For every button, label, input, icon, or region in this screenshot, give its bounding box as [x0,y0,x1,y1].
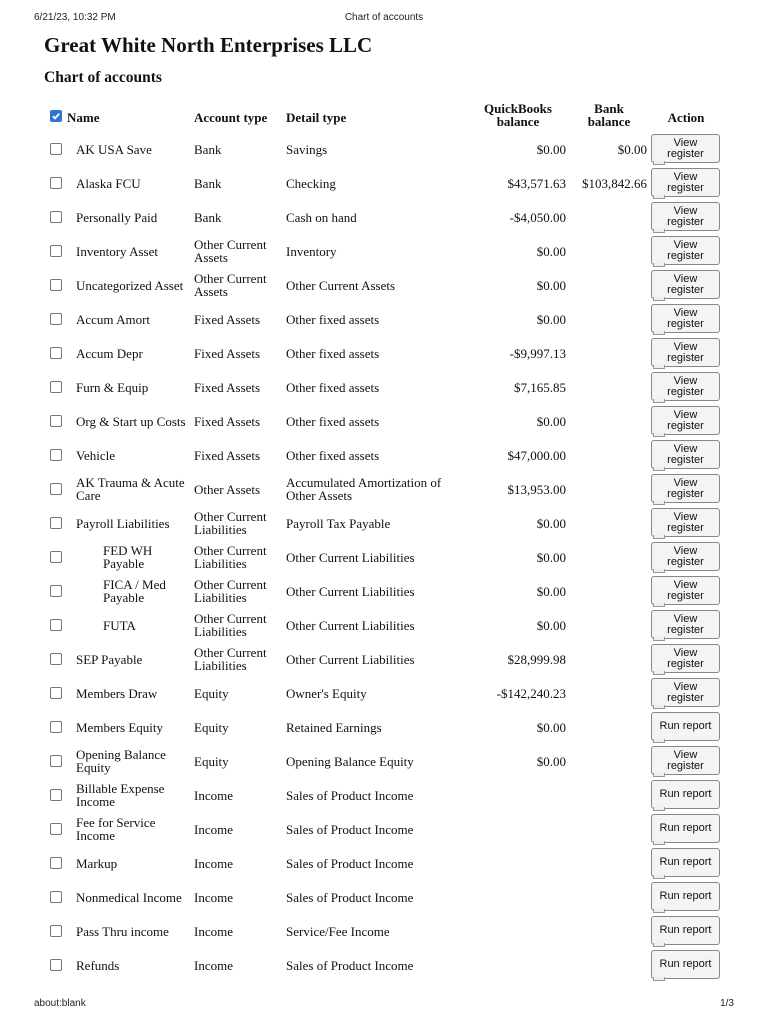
account-name[interactable]: FED WH Payable [103,543,153,571]
bank-balance [566,744,647,778]
bank-balance: $0.00 [617,141,647,157]
account-name[interactable]: AK Trauma & Acute Care [76,475,185,503]
row-action-button[interactable]: View register [651,134,720,163]
bank-balance [566,574,647,608]
account-type: Other Assets [194,481,261,497]
detail-type: Other Current Liabilities [286,617,415,633]
account-type: Fixed Assets [194,379,261,395]
row-action-button[interactable]: Run report [651,712,720,741]
bank-balance [566,404,647,438]
account-type: Other Current Assets [194,237,267,265]
account-type: Fixed Assets [194,447,261,463]
account-name[interactable]: Payroll Liabilities [76,515,170,531]
table-row [0,642,768,676]
account-name[interactable]: Pass Thru income [76,923,169,939]
account-name[interactable]: Vehicle [76,447,115,463]
account-type: Income [194,889,233,905]
account-type: Other Current Assets [194,271,267,299]
account-type: Income [194,855,233,871]
row-checkbox[interactable] [50,177,62,189]
table-row [0,846,768,880]
detail-type: Other Current Liabilities [286,549,415,565]
bank-balance: $103,842.66 [582,175,647,191]
account-name[interactable]: Uncategorized Asset [76,277,184,293]
row-action-button[interactable]: View register [651,406,720,435]
row-checkbox[interactable] [50,143,62,155]
detail-type: Checking [286,175,336,191]
row-action-button[interactable]: Run report [651,882,720,911]
quickbooks-balance: $28,999.98 [507,651,566,667]
table-row [0,302,768,336]
detail-type: Sales of Product Income [286,957,414,973]
quickbooks-balance: $0.00 [536,141,566,157]
table-row [0,132,768,166]
column-header-quickbooks-balance[interactable]: QuickBooks balance [484,101,552,129]
detail-type: Other fixed assets [286,379,380,395]
quickbooks-balance [470,914,566,948]
detail-type: Savings [286,141,328,157]
table-row [0,812,768,846]
table-row [0,166,768,200]
account-type: Fixed Assets [194,311,261,327]
print-footer [0,998,768,1012]
row-action-button[interactable]: View register [651,508,720,537]
row-action-button[interactable]: View register [651,474,720,503]
account-name[interactable]: Inventory Asset [76,243,158,259]
account-type: Bank [194,141,222,157]
quickbooks-balance: $7,165.85 [514,379,566,395]
account-type: Bank [194,209,222,225]
detail-type: Other fixed assets [286,413,380,429]
account-name[interactable]: Markup [76,855,118,871]
row-action-button[interactable]: View register [651,678,720,707]
detail-type: Other fixed assets [286,311,380,327]
row-action-button[interactable]: Run report [651,780,720,809]
detail-type: Accumulated Amortization of Other Assets [286,475,442,503]
row-checkbox[interactable] [50,925,62,937]
detail-type: Sales of Product Income [286,821,414,837]
row-action-button[interactable]: View register [651,202,720,231]
row-action-button[interactable]: View register [651,304,720,333]
quickbooks-balance: $0.00 [536,515,566,531]
account-type: Equity [194,685,229,701]
quickbooks-balance: $0.00 [536,311,566,327]
detail-type: Other fixed assets [286,447,380,463]
detail-type: Other fixed assets [286,345,380,361]
row-action-button[interactable]: View register [651,746,720,775]
row-action-button[interactable]: Run report [651,814,720,843]
account-name[interactable]: Opening Balance Equity [76,747,166,775]
detail-type: Inventory [286,243,337,259]
bank-balance [566,710,647,744]
quickbooks-balance: -$9,997.13 [509,345,566,361]
account-name[interactable]: Fee for Service Income [76,815,156,843]
account-name[interactable]: Nonmedical Income [76,889,182,905]
table-row [0,540,768,574]
account-type: Other Current Liabilities [194,577,267,605]
row-action-button[interactable]: View register [651,270,720,299]
quickbooks-balance [470,880,566,914]
quickbooks-balance: $0.00 [536,583,566,599]
account-type: Other Current Liabilities [194,543,267,571]
row-checkbox[interactable] [50,789,62,801]
row-action-button[interactable]: View register [651,338,720,367]
quickbooks-balance: $43,571.63 [507,175,566,191]
row-action-button[interactable]: View register [651,440,720,469]
row-checkbox[interactable] [50,653,62,665]
row-checkbox[interactable] [50,245,62,257]
account-name[interactable]: SEP Payable [76,651,143,667]
bank-balance [566,778,647,812]
table-row [0,336,768,370]
bank-balance [566,642,647,676]
print-url: about:blank [34,998,86,1009]
bank-balance [566,846,647,880]
table-row [0,676,768,710]
quickbooks-balance [470,846,566,880]
column-header-action: Action [667,110,705,125]
detail-type: Other Current Liabilities [286,583,415,599]
account-name[interactable]: Org & Start up Costs [76,413,186,429]
account-type: Income [194,821,233,837]
account-type: Income [194,787,233,803]
detail-type: Service/Fee Income [286,923,390,939]
detail-type: Sales of Product Income [286,889,414,905]
bank-balance [566,948,647,982]
account-type: Equity [194,719,229,735]
account-name[interactable]: Furn & Equip [76,379,149,395]
row-checkbox[interactable] [50,211,62,223]
row-checkbox[interactable] [50,415,62,427]
account-name[interactable]: FUTA [103,617,136,633]
row-checkbox[interactable] [50,483,62,495]
bank-balance [566,914,647,948]
account-name[interactable]: FICA / Med Payable [103,577,166,605]
bank-balance [566,676,647,710]
bank-balance [566,506,647,540]
row-checkbox[interactable] [50,721,62,733]
print-datetime: 6/21/23, 10:32 PM [34,12,116,23]
row-action-button[interactable]: Run report [651,848,720,877]
detail-type: Owner's Equity [286,685,367,701]
account-name[interactable]: Refunds [76,957,120,973]
row-action-button[interactable]: Run report [651,916,720,945]
column-header-account-type[interactable]: Account type [194,110,268,125]
row-action-button[interactable]: View register [651,542,720,571]
row-checkbox[interactable] [50,313,62,325]
row-checkbox[interactable] [50,551,62,563]
account-type: Fixed Assets [194,345,261,361]
print-header [0,12,768,26]
table-row [0,574,768,608]
bank-balance [566,370,647,404]
row-checkbox[interactable] [50,279,62,291]
bank-balance [566,540,647,574]
quickbooks-balance: $47,000.00 [507,447,566,463]
account-name[interactable]: Personally Paid [76,209,158,225]
row-checkbox[interactable] [50,449,62,461]
bank-balance [566,438,647,472]
bank-balance [566,608,647,642]
row-action-button[interactable]: View register [651,372,720,401]
account-type: Bank [194,175,222,191]
quickbooks-balance: $0.00 [536,617,566,633]
table-row [0,370,768,404]
account-name[interactable]: Members Draw [76,685,158,701]
row-checkbox[interactable] [50,687,62,699]
detail-type: Sales of Product Income [286,855,414,871]
quickbooks-balance: -$4,050.00 [509,209,566,225]
account-name[interactable]: Alaska FCU [76,175,141,191]
quickbooks-balance [470,948,566,982]
account-name[interactable]: Billable Expense Income [76,781,165,809]
account-type: Income [194,957,233,973]
row-action-button[interactable]: View register [651,576,720,605]
detail-type: Sales of Product Income [286,787,414,803]
row-action-button[interactable]: View register [651,168,720,197]
account-type: Fixed Assets [194,413,261,429]
row-checkbox[interactable] [50,619,62,631]
row-checkbox[interactable] [50,823,62,835]
quickbooks-balance: $0.00 [536,277,566,293]
quickbooks-balance: $0.00 [536,549,566,565]
row-checkbox[interactable] [50,857,62,869]
row-action-button[interactable]: Run report [651,950,720,979]
quickbooks-balance [470,778,566,812]
table-row [0,506,768,540]
company-name: Great White North Enterprises LLC [44,33,373,57]
quickbooks-balance: -$142,240.23 [496,685,566,701]
detail-type: Opening Balance Equity [286,753,414,769]
bank-balance [566,336,647,370]
row-checkbox[interactable] [50,381,62,393]
print-page-number: 1/3 [720,998,734,1009]
column-header-detail-type[interactable]: Detail type [286,110,347,125]
account-name[interactable]: Accum Depr [76,345,143,361]
account-type: Other Current Liabilities [194,645,267,673]
detail-type: Retained Earnings [286,719,382,735]
row-action-button[interactable]: View register [651,610,720,639]
account-type: Other Current Liabilities [194,611,267,639]
bank-balance [566,812,647,846]
row-checkbox[interactable] [50,347,62,359]
table-row [0,200,768,234]
quickbooks-balance: $0.00 [536,243,566,259]
bank-balance [566,200,647,234]
row-action-button[interactable]: View register [651,236,720,265]
account-name[interactable]: Members Equity [76,719,164,735]
detail-type: Other Current Liabilities [286,651,415,667]
column-header-bank-balance[interactable]: Bank balance [587,101,631,129]
detail-type: Other Current Assets [286,277,396,293]
select-all-checkbox[interactable] [50,110,62,122]
quickbooks-balance: $0.00 [536,753,566,769]
bank-balance [566,268,647,302]
quickbooks-balance [470,812,566,846]
row-action-button[interactable]: View register [651,644,720,673]
bank-balance [566,302,647,336]
bank-balance [566,234,647,268]
table-header [0,102,768,132]
checkmark-icon [51,111,61,121]
detail-type: Cash on hand [286,209,357,225]
table-row [0,914,768,948]
table-row [0,608,768,642]
table-row [0,880,768,914]
row-checkbox[interactable] [50,517,62,529]
row-checkbox[interactable] [50,891,62,903]
bank-balance [566,472,647,506]
account-name[interactable]: AK USA Save [76,141,152,157]
table-row [0,438,768,472]
bank-balance [566,880,647,914]
row-checkbox[interactable] [50,959,62,971]
account-type: Income [194,923,233,939]
table-row [0,268,768,302]
table-row [0,710,768,744]
table-row [0,404,768,438]
quickbooks-balance: $13,953.00 [507,481,566,497]
accounts-table [0,132,768,982]
table-row [0,472,768,506]
table-row [0,234,768,268]
table-row [0,744,768,778]
account-type: Other Current Liabilities [194,509,267,537]
quickbooks-balance: $0.00 [536,413,566,429]
account-type: Equity [194,753,229,769]
column-header-name[interactable]: Name [67,110,100,125]
page-title: Chart of accounts [44,69,162,86]
row-checkbox[interactable] [50,755,62,767]
table-row [0,948,768,982]
print-title: Chart of accounts [344,12,424,23]
account-name[interactable]: Accum Amort [76,311,151,327]
quickbooks-balance: $0.00 [536,719,566,735]
table-row [0,778,768,812]
row-checkbox[interactable] [50,585,62,597]
detail-type: Payroll Tax Payable [286,515,391,531]
